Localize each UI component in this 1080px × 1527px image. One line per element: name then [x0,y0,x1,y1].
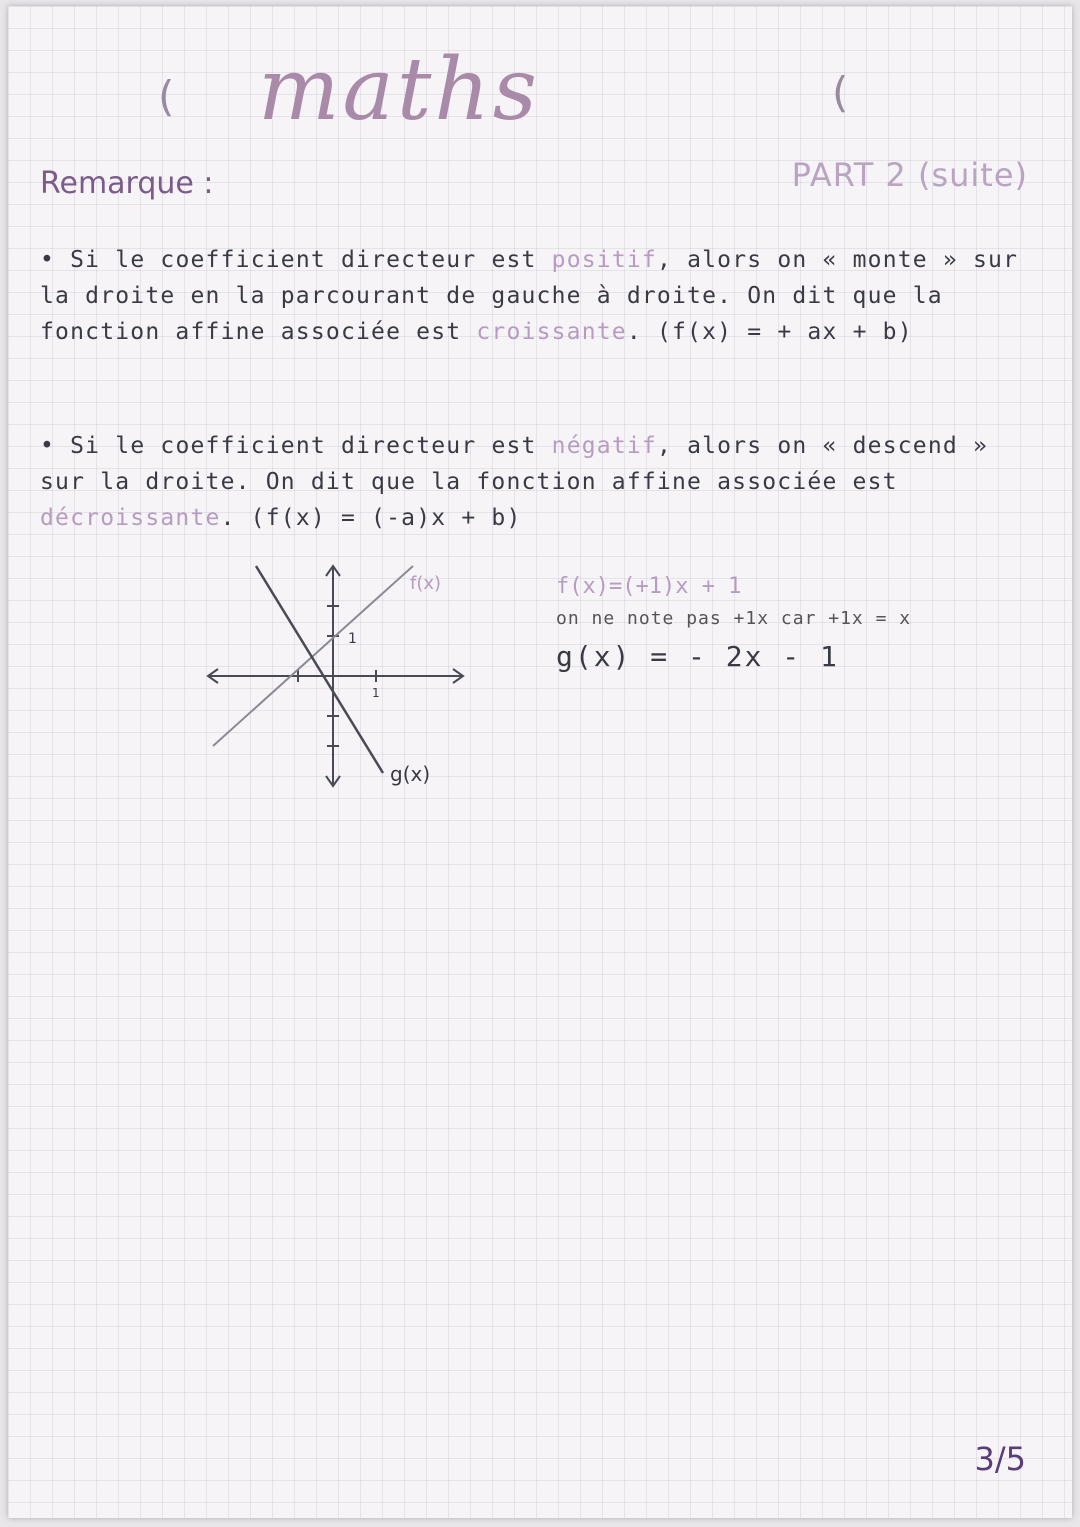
bullet: • [40,247,56,273]
equations-block [556,574,1056,673]
paragraph-text: Si le coefficient directeur est [70,247,552,273]
bullet: • [40,433,56,459]
line-g [256,566,383,773]
section-heading: Remarque : [40,166,214,201]
formula-text: . (f(x) = (-a)x + b) [220,505,522,531]
label-g: g(x) [390,762,431,786]
tick-label-x: 1 [372,686,380,700]
title-paren-left: ( [158,72,175,121]
highlight-word: croissante [476,319,627,345]
highlight-word: négatif [551,433,657,459]
part-label: PART 2 (suite) [791,156,1028,194]
equation-note: on ne note pas +1x car +1x = x [556,608,912,629]
equation-f: f(x)=(+1)x + 1 [556,574,742,599]
page-title: maths [258,40,540,140]
line-graph-sketch [198,551,498,801]
paragraph-text: , alors on « monte » sur la droite en la parcourant de gauche à droite. On dit que la fonction affine associée est [40,247,1019,345]
highlight-word: décroissante [40,505,221,531]
formula-text: . (f(x) = + ax + b) [626,319,913,345]
page-number: 3/5 [974,1440,1026,1478]
paragraph-positive-slope [40,242,1040,350]
paragraph-text: Si le coefficient directeur est [70,433,552,459]
line-f [213,566,413,746]
title-area [158,40,858,146]
title-paren-right: ( [832,68,849,117]
highlight-word: positif [551,247,657,273]
label-f: f(x) [410,573,442,594]
equation-g: g(x) = - 2x - 1 [556,640,839,673]
tick-label-y: 1 [348,631,357,647]
paragraph-negative-slope [40,428,1040,536]
notebook-page [8,6,1072,1518]
paragraph-text: , alors on « descend » sur la droite. On dit que la fonction affine associée est [40,433,989,495]
